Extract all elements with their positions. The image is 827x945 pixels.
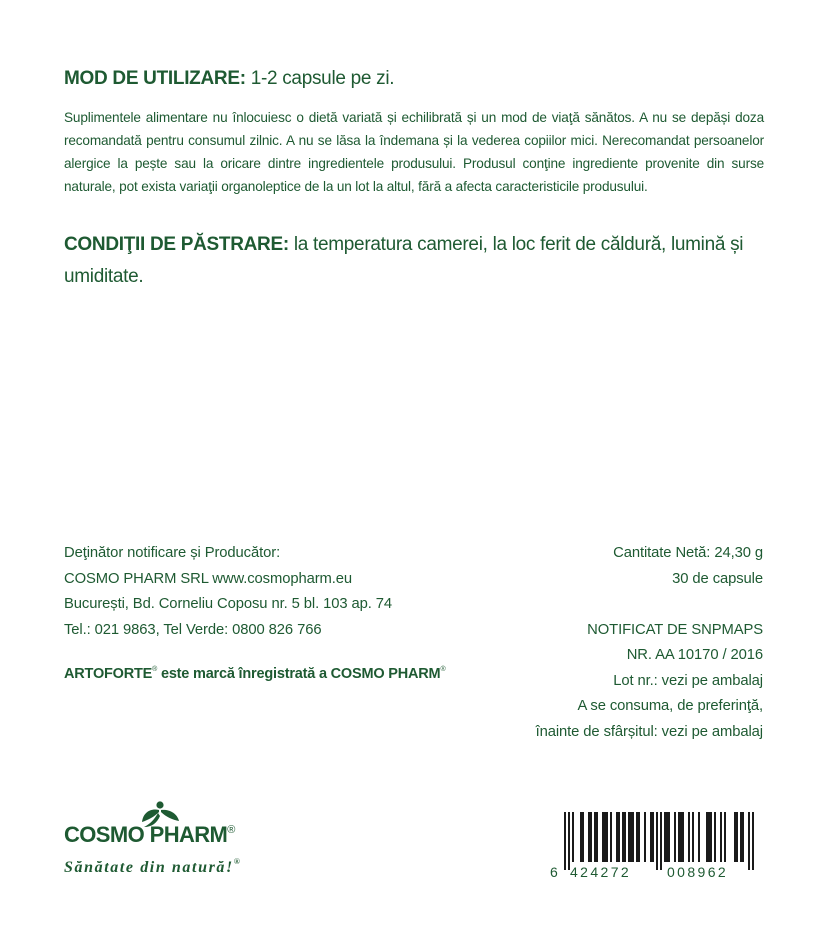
barcode-bar (650, 812, 652, 862)
barcode-bar (622, 812, 624, 862)
usage-heading: MOD DE UTILIZARE: (64, 68, 246, 89)
trademark-brand: ARTOFORTE (64, 666, 153, 682)
barcode-right-group: 008962 (667, 864, 729, 880)
barcode-bars (550, 812, 764, 872)
logo-wordmark (64, 822, 235, 848)
notification-authority: NOTIFICAT DE SNPMAPS (587, 621, 763, 638)
usage-section (64, 68, 394, 90)
barcode-bar (714, 812, 716, 862)
barcode-bar (708, 812, 710, 862)
barcode-bar (594, 812, 596, 862)
barcode-bar (582, 812, 584, 862)
barcode-bar (720, 812, 722, 862)
barcode-bar (590, 812, 592, 862)
registered-mark: ® (440, 666, 446, 673)
lot-number: Lot nr.: vezi pe ambalaj (613, 672, 763, 689)
barcode-left-group: 424272 (570, 864, 632, 880)
barcode-bar (692, 812, 694, 862)
barcode-bar (664, 812, 666, 862)
ean-barcode (550, 812, 764, 882)
warnings-paragraph: Suplimentele alimentare nu înlocuiesc o dietă variată și echilibrată și un mod de viaţă sănătos. A nu se depăși doza recomandată pentru consumul zilnic. A nu se lăsa la îndemana și la vederea copiilor mici. Nerecomandat persoanelor alergice la pește sau la oricare dintre ingredientele produsului. Produsul conţine ingrediente provenite din surse naturale, pot exista variaţii organoleptice de la un lot la altul, fără a afecta caracteristicile produsului. (64, 110, 764, 194)
product-details (536, 541, 763, 745)
barcode-bar (624, 812, 626, 862)
storage-text: la temperatura camerei, la loc ferit de căldură, lumină și umiditate. (64, 234, 744, 287)
capsule-count: 30 de capsule (672, 570, 763, 587)
barcode-bar (636, 812, 638, 862)
barcode-bar (644, 812, 646, 862)
slogan-text: Sănătate din natură! (64, 859, 234, 876)
barcode-bar (698, 812, 700, 862)
barcode-bar (710, 812, 712, 862)
registered-mark: ® (227, 824, 235, 836)
usage-text: 1-2 capsule pe zi. (245, 68, 395, 89)
producer-line-1: Deţinător notificare și Producător: (64, 545, 281, 561)
barcode-bar (656, 812, 658, 870)
barcode-bar (638, 812, 640, 862)
barcode-bar (580, 812, 582, 862)
barcode-first-digit: 6 (550, 864, 561, 880)
barcode-bar (682, 812, 684, 862)
barcode-bar (734, 812, 736, 862)
trademark-text: este marcă înregistrată a COSMO PHARM (157, 666, 441, 682)
barcode-bar (706, 812, 708, 862)
barcode-bar (674, 812, 676, 862)
barcode-bar (628, 812, 630, 862)
best-before-line-1: A se consuma, de preferinţă, (577, 698, 763, 714)
barcode-bar (652, 812, 654, 862)
barcode-bar (610, 812, 612, 862)
barcode-bar (602, 812, 604, 862)
logo-slogan (64, 857, 240, 877)
barcode-bar (632, 812, 634, 862)
producer-info (64, 541, 392, 643)
barcode-bar (588, 812, 590, 862)
barcode-bar (596, 812, 598, 862)
barcode-bar (564, 812, 566, 870)
barcode-bar (616, 812, 618, 862)
barcode-bar (724, 812, 726, 862)
barcode-bar (736, 812, 738, 862)
producer-line-2: COSMO PHARM SRL www.cosmopharm.eu (64, 570, 353, 587)
net-quantity: Cantitate Netă: 24,30 g (613, 545, 763, 561)
barcode-bar (604, 812, 606, 862)
registered-mark: ® (152, 666, 158, 673)
barcode-bar (666, 812, 668, 862)
notification-number: NR. AA 10170 / 2016 (626, 647, 763, 663)
barcode-bar (572, 812, 574, 862)
storage-section (64, 229, 774, 293)
barcode-bar (668, 812, 670, 862)
barcode-bar (680, 812, 682, 862)
barcode-bar (678, 812, 680, 862)
logo-brand-text: COSMO PHARM (64, 822, 228, 847)
barcode-bar (752, 812, 754, 870)
storage-heading: CONDIŢII DE PĂSTRARE: (64, 234, 289, 255)
barcode-bar (568, 812, 570, 870)
barcode-bar (630, 812, 632, 862)
barcode-bar (618, 812, 620, 862)
barcode-bar (748, 812, 750, 870)
barcode-bar (660, 812, 662, 870)
best-before-line-2: înainte de sfârșitul: vezi pe ambalaj (535, 723, 763, 740)
barcode-bar (606, 812, 608, 862)
barcode-bar (740, 812, 742, 862)
barcode-bar (742, 812, 744, 862)
barcode-bar (688, 812, 690, 862)
registered-mark: ® (233, 857, 240, 866)
producer-phone: Tel.: 021 9863, Tel Verde: 0800 826 766 (64, 621, 322, 638)
producer-address: București, Bd. Corneliu Coposu nr. 5 bl. 103 ap. 74 (64, 596, 393, 612)
trademark-note (64, 666, 445, 682)
